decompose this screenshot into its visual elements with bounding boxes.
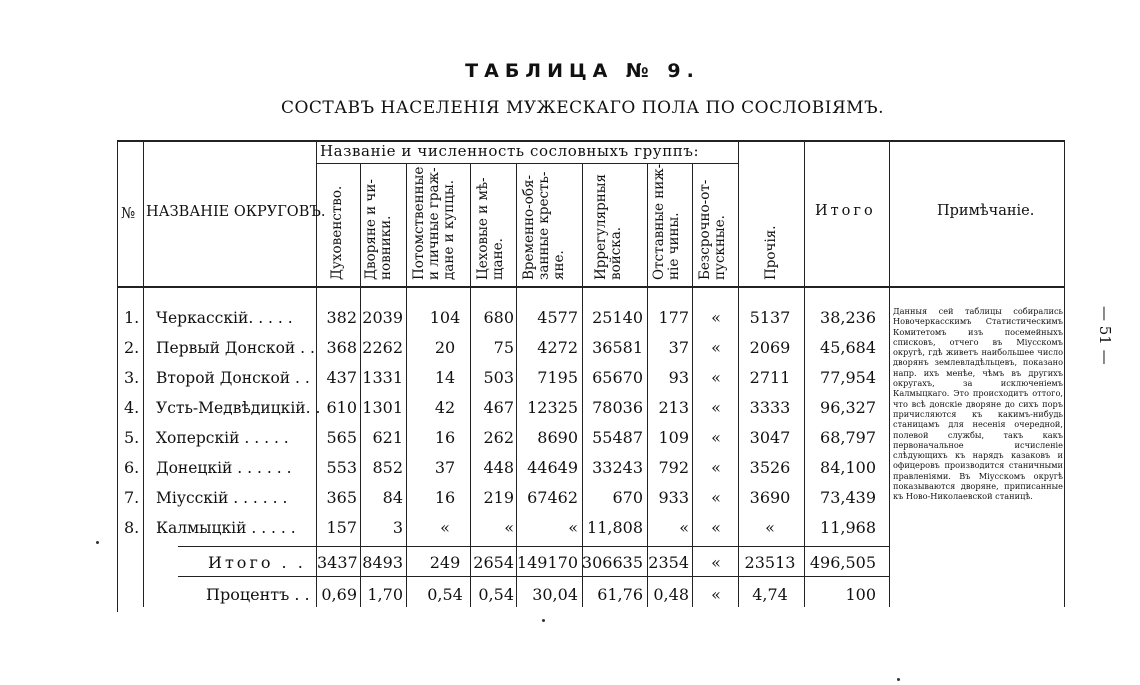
row-number: 6. xyxy=(124,458,140,477)
cell-retired: 213 xyxy=(658,398,689,417)
cell-leave: « xyxy=(711,308,721,327)
percent-guild: 0,54 xyxy=(478,585,514,604)
cell-clergy: 565 xyxy=(326,428,357,447)
cell-other: « xyxy=(765,518,775,537)
header-notes: Примѣчаніе. xyxy=(937,203,1035,219)
col-rule xyxy=(406,164,407,607)
cell-leave: « xyxy=(711,518,721,537)
total-irregular: 306635 xyxy=(581,553,643,572)
header-no: № xyxy=(121,204,136,222)
district-name: Первый Донской . . xyxy=(156,339,315,357)
cell-peasants: 12325 xyxy=(527,398,578,417)
cell-total: 73,439 xyxy=(820,488,876,507)
cell-irregular: 78036 xyxy=(592,398,643,417)
cell-clergy: 610 xyxy=(326,398,357,417)
cell-total: 68,797 xyxy=(820,428,876,447)
cell-total: 38,236 xyxy=(820,308,876,327)
cell-clergy: 368 xyxy=(326,338,357,357)
cell-nobles: 1301 xyxy=(362,398,403,417)
notes-text: Данныя сей таблицы собирались Новочеркасскимъ Статистическимъ Комитетомъ изъ посемейныхъ списковъ, отчего въ Міусскомъ округѣ, гдѣ живетъ наибольшее число дворянъ землевладѣльцевъ, показано напр. ихъ менѣе, чѣмъ въ другихъ округахъ, за исключеніемъ Калмыцкаго. Это происходитъ оттого, что всѣ донскіе дворяне до сихъ поръ причисляются къ какимъ-нибудь станицамъ для несенія очередной, полевой службы, такъ какъ первоначальное исчисленіе слѣдующихъ къ нарядъ казаковъ и офицеровъ производится станичными правленіями. Въ Міусскомъ округѣ показываются дворяне, приписанные къ Ново-Николаевской станицѣ. xyxy=(893,306,1063,502)
margin-dot xyxy=(96,541,99,544)
percent-other: 4,74 xyxy=(752,585,788,604)
cell-clergy: 365 xyxy=(326,488,357,507)
total-retired: 2354 xyxy=(648,553,689,572)
district-name: Второй Донской . . xyxy=(156,369,310,387)
header-clergy: Духовенство. xyxy=(329,185,345,280)
total-clergy: 3437 xyxy=(317,553,358,572)
percent-label: Процентъ . . xyxy=(206,585,310,604)
col-rule xyxy=(804,140,805,607)
cell-other: 3047 xyxy=(749,428,791,447)
cell-retired: 109 xyxy=(658,428,689,447)
cell-citizens: 14 xyxy=(434,368,456,387)
total-leave: « xyxy=(711,553,721,572)
cell-clergy: 382 xyxy=(326,308,357,327)
percent-retired: 0,48 xyxy=(653,585,689,604)
cell-leave: « xyxy=(711,488,721,507)
total-total: 496,505 xyxy=(809,553,876,572)
cell-nobles: 3 xyxy=(392,518,403,537)
cell-retired: 177 xyxy=(658,308,689,327)
col-rule xyxy=(692,164,693,607)
cell-citizens: « xyxy=(440,518,450,537)
table-title: ТАБЛИЦА № 9. xyxy=(465,60,700,82)
cell-leave: « xyxy=(711,398,721,417)
col-rule xyxy=(470,164,471,607)
row-number: 8. xyxy=(124,518,140,537)
cell-total: 45,684 xyxy=(820,338,876,357)
header-group-caption: Названіе и численность сословныхъ группъ: xyxy=(320,142,700,160)
group-caption-rule xyxy=(316,163,738,164)
margin-dot xyxy=(542,619,545,622)
cell-other: 3333 xyxy=(749,398,791,417)
cell-peasants: « xyxy=(568,518,578,537)
col-rule xyxy=(117,140,118,612)
cell-irregular: 36581 xyxy=(592,338,643,357)
district-name: Черкасскій. . . . . xyxy=(156,309,293,327)
cell-leave: « xyxy=(711,338,721,357)
cell-citizens: 16 xyxy=(434,488,456,507)
district-name: Калмыцкій . . . . . xyxy=(156,519,296,537)
header-district: НАЗВАНІЕ ОКРУГОВЪ. xyxy=(146,204,326,220)
cell-irregular: 65670 xyxy=(592,368,643,387)
cell-nobles: 1331 xyxy=(362,368,403,387)
percent-irregular: 61,76 xyxy=(597,585,643,604)
percent-nobles: 1,70 xyxy=(367,585,403,604)
percent-total: 100 xyxy=(845,585,876,604)
header-guild: Цеховые и мѣ- щане. xyxy=(475,177,506,280)
totals-label: Итого . . xyxy=(208,553,306,572)
cell-total: 96,327 xyxy=(820,398,876,417)
col-rule xyxy=(738,140,739,607)
cell-irregular: 55487 xyxy=(592,428,643,447)
col-rule xyxy=(1064,140,1065,607)
cell-irregular: 25140 xyxy=(592,308,643,327)
cell-peasants: 67462 xyxy=(527,488,578,507)
percent-clergy: 0,69 xyxy=(321,585,357,604)
cell-other: 2711 xyxy=(749,368,791,387)
cell-leave: « xyxy=(711,428,721,447)
cell-clergy: 437 xyxy=(326,368,357,387)
cell-nobles: 2262 xyxy=(362,338,403,357)
total-nobles: 8493 xyxy=(362,553,403,572)
cell-guild: 680 xyxy=(483,308,514,327)
cell-citizens: 104 xyxy=(429,308,461,327)
cell-total: 84,100 xyxy=(820,458,876,477)
header-leave: Безсрочно-от- пускные. xyxy=(697,179,728,280)
cell-retired: 37 xyxy=(668,338,689,357)
header-other: Прочія. xyxy=(763,225,779,280)
cell-citizens: 16 xyxy=(434,428,456,447)
cell-other: 3690 xyxy=(749,488,791,507)
header-total: Итого xyxy=(815,203,876,219)
cell-clergy: 157 xyxy=(326,518,357,537)
cell-guild: 467 xyxy=(483,398,514,417)
totals-rule-top xyxy=(178,546,889,547)
cell-nobles: 2039 xyxy=(362,308,403,327)
cell-guild: 448 xyxy=(483,458,514,477)
header-peasants: Временно-обя- занные кресть- яне. xyxy=(521,171,567,280)
header-retired: Отставные ниж- ніе чины. xyxy=(651,163,682,280)
cell-other: 5137 xyxy=(749,308,791,327)
percent-peasants: 30,04 xyxy=(532,585,578,604)
cell-clergy: 553 xyxy=(326,458,357,477)
cell-nobles: 852 xyxy=(372,458,403,477)
row-number: 5. xyxy=(124,428,140,447)
col-rule xyxy=(143,140,144,607)
page-number: — 51 — xyxy=(1096,305,1114,365)
margin-dot xyxy=(897,678,900,681)
header-irregular: Иррегулярныя войска. xyxy=(593,173,624,280)
row-number: 7. xyxy=(124,488,140,507)
cell-nobles: 84 xyxy=(382,488,403,507)
row-number: 2. xyxy=(124,338,140,357)
cell-leave: « xyxy=(711,368,721,387)
cell-other: 2069 xyxy=(749,338,791,357)
cell-peasants: 44649 xyxy=(527,458,578,477)
cell-guild: 262 xyxy=(483,428,514,447)
total-guild: 2654 xyxy=(473,553,514,572)
cell-peasants: 8690 xyxy=(537,428,578,447)
district-name: Усть-Медвѣдицкій. . xyxy=(156,399,321,417)
row-number: 1. xyxy=(124,308,140,327)
header-nobles: Дворяне и чи- новники. xyxy=(363,179,394,280)
cell-peasants: 7195 xyxy=(537,368,578,387)
cell-citizens: 42 xyxy=(434,398,456,417)
cell-leave: « xyxy=(711,458,721,477)
cell-guild: « xyxy=(504,518,514,537)
cell-guild: 75 xyxy=(493,338,514,357)
cell-retired: 792 xyxy=(658,458,689,477)
cell-peasants: 4577 xyxy=(537,308,578,327)
total-other: 23513 xyxy=(744,553,796,572)
cell-guild: 219 xyxy=(483,488,514,507)
row-number: 4. xyxy=(124,398,140,417)
cell-irregular: 670 xyxy=(612,488,643,507)
table-subtitle: СОСТАВЪ НАСЕЛЕНІЯ МУЖЕСКАГО ПОЛА ПО СОСЛОВІЯМЪ. xyxy=(280,98,884,118)
cell-retired: « xyxy=(679,518,689,537)
cell-citizens: 37 xyxy=(434,458,456,477)
cell-nobles: 621 xyxy=(372,428,403,447)
cell-total: 11,968 xyxy=(820,518,876,537)
district-name: Міусскій . . . . . . xyxy=(156,489,288,507)
total-peasants: 149170 xyxy=(516,553,578,572)
cell-other: 3526 xyxy=(749,458,791,477)
row-number: 3. xyxy=(124,368,140,387)
cell-irregular: 11,808 xyxy=(587,518,643,537)
totals-rule-bottom xyxy=(178,576,889,577)
cell-peasants: 4272 xyxy=(537,338,578,357)
cell-guild: 503 xyxy=(483,368,514,387)
cell-retired: 933 xyxy=(658,488,689,507)
cell-retired: 93 xyxy=(668,368,689,387)
cell-citizens: 20 xyxy=(434,338,456,357)
percent-citizens: 0,54 xyxy=(427,585,463,604)
percent-leave: « xyxy=(711,585,721,604)
total-citizens: 249 xyxy=(429,553,461,572)
header-bottom-rule xyxy=(117,286,1065,288)
district-name: Хоперскій . . . . . xyxy=(156,429,289,447)
col-rule xyxy=(889,140,890,607)
header-citizens: Потомственные и личные граж- дане и купцы. xyxy=(411,166,457,280)
cell-total: 77,954 xyxy=(820,368,876,387)
cell-irregular: 33243 xyxy=(592,458,643,477)
district-name: Донецкій . . . . . . xyxy=(156,459,292,477)
